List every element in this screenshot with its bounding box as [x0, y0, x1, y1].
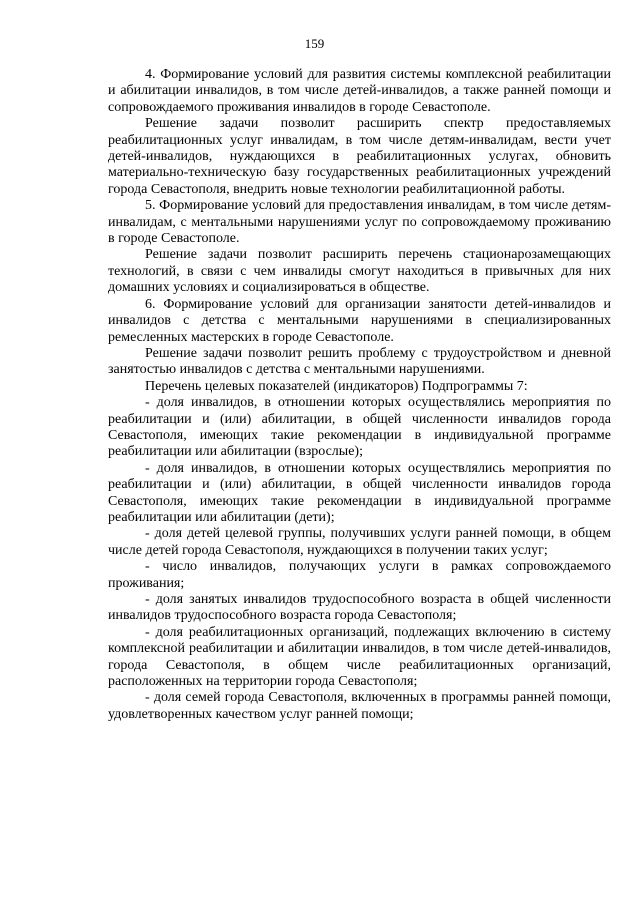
indicator-list-item: - доля семей города Севастополя, включенных в программы ранней помощи, удовлетворенных качеством услуг ранней помощи; [108, 690, 611, 722]
paragraph-task-5-solution: Решение задачи позволит расширить перечень стационарозамещающих технологий, в связи с чем инвалиды смогут находиться в привычных для них домашних условиях и социализироваться в обществе. [108, 247, 611, 296]
paragraph-task-6-solution: Решение задачи позволит решить проблему с трудоустройством и дневной занятостью инвалидов с детства с ментальными нарушениями. [108, 345, 611, 378]
indicators-heading: Перечень целевых показателей (индикаторов) Подпрограммы 7: [145, 378, 528, 394]
indicator-list-item: - число инвалидов, получающих услуги в рамках сопровождаемого проживания; [108, 559, 611, 591]
indicator-list-item: - доля реабилитационных организаций, подлежащих включению в систему комплексной реабилитации и абилитации инвалидов, в том числе детей-инвалидов, города Севастополя, в общем числе реабилитационных организаций, расположенных на территории города Севастополя; [108, 624, 611, 690]
paragraph-task-5: 5. Формирование условий для предоставления инвалидам, в том числе детям-инвалидам, с ментальными нарушениями услуг по сопровождаемому проживанию в городе Севастополе. [108, 198, 611, 247]
indicator-list-item: - доля инвалидов, в отношении которых осуществлялись мероприятия по реабилитации и (или) абилитации, в общей численности инвалидов города Севастополя, имеющих такие рекомендации в индивидуальной программе реабилитации или абилитации (дети); [108, 460, 611, 525]
paragraph-task-4: 4. Формирование условий для развития системы комплексной реабилитации и абилитации инвалидов, в том числе детей-инвалидов, а также ранней помощи и сопровождаемого проживания инвалидов в городе Севастополе. [108, 67, 611, 115]
indicator-list-item: - доля инвалидов, в отношении которых осуществлялись мероприятия по реабилитации и (или) абилитации, в общей численности инвалидов города Севастополя, имеющих такие рекомендации в индивидуальной программе реабилитации или абилитации (взрослые); [108, 395, 611, 460]
indicator-list-item: - доля занятых инвалидов трудоспособного возраста в общей численности инвалидов трудоспособного возраста города Севастополя; [108, 592, 611, 624]
paragraph-task-4-solution: Решение задачи позволит расширить спектр предоставляемых реабилитационных услуг инвалидам, в том числе детям-инвалидам, вести учет детей-инвалидов, нуждающихся в реабилитационных услугах, обновить материально-техническую базу государственных реабилитационных учреждений города Севастополя, внедрить новые технологии реабилитационной работы. [108, 116, 611, 197]
page-number: 159 [304, 36, 325, 51]
indicator-list-item: - доля детей целевой группы, получивших услуги ранней помощи, в общем числе детей города Севастополя, нуждающихся в получении таких услуг; [108, 526, 611, 558]
document-body [108, 67, 611, 723]
paragraph-task-6: 6. Формирование условий для организации занятости детей-инвалидов и инвалидов с детства с ментальными нарушениями в специализированных ремесленных мастерских в городе Севастополе. [108, 296, 611, 345]
